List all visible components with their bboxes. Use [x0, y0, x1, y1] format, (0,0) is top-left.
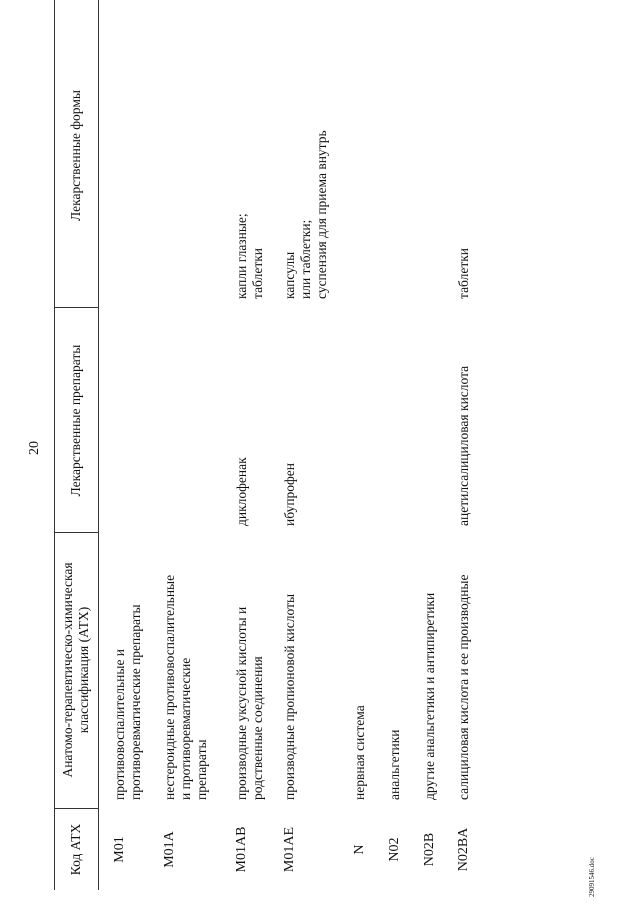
table-header-rule [98, 0, 99, 890]
document-filename: 29091546.doc [588, 857, 596, 897]
dosage-forms: таблетки [456, 247, 471, 299]
drug-name: диклофенак [234, 457, 249, 526]
drug-name: ацетилсалициловая кислота [456, 365, 471, 526]
header-atc: Анатомо-терапевтическо-химическая классификация (АТХ) [60, 562, 91, 778]
atc-name: другие анальгетики и антипиретики [422, 592, 437, 800]
atc-name: анальгетики [387, 729, 402, 800]
atc-name: противовоспалительные и противоревматические препараты [112, 604, 143, 800]
page-number: 20 [27, 441, 42, 455]
atc-name: салициловая кислота и ее производные [456, 574, 471, 800]
atc-name: нервная система [352, 705, 367, 800]
atc-code: M01A [162, 831, 177, 868]
header-drugs: Лекарственные препараты [68, 344, 83, 497]
header-code: Код АТХ [68, 823, 83, 876]
atc-code: N [352, 844, 367, 855]
atc-name: нестероидные противовоспалительные и противоревматические препараты [162, 574, 209, 800]
dosage-forms: капли глазные; таблетки [234, 213, 265, 299]
atc-code: M01AB [234, 826, 249, 873]
atc-code: N02B [422, 832, 437, 867]
atc-code: N02BA [456, 827, 471, 872]
dosage-forms: капсулы или таблетки; суспензия для приема внутрь [282, 130, 329, 299]
atc-code: N02 [387, 837, 402, 862]
drug-name: ибупрофен [282, 462, 297, 526]
table-top-rule [54, 0, 55, 890]
atc-code: M01AE [282, 826, 297, 873]
atc-name: производные уксусной кислоты и родственные соединения [234, 606, 265, 800]
header-forms: Лекарственные формы [68, 90, 83, 221]
atc-code: M01 [112, 836, 127, 863]
atc-name: производные пропионовой кислоты [282, 593, 297, 800]
